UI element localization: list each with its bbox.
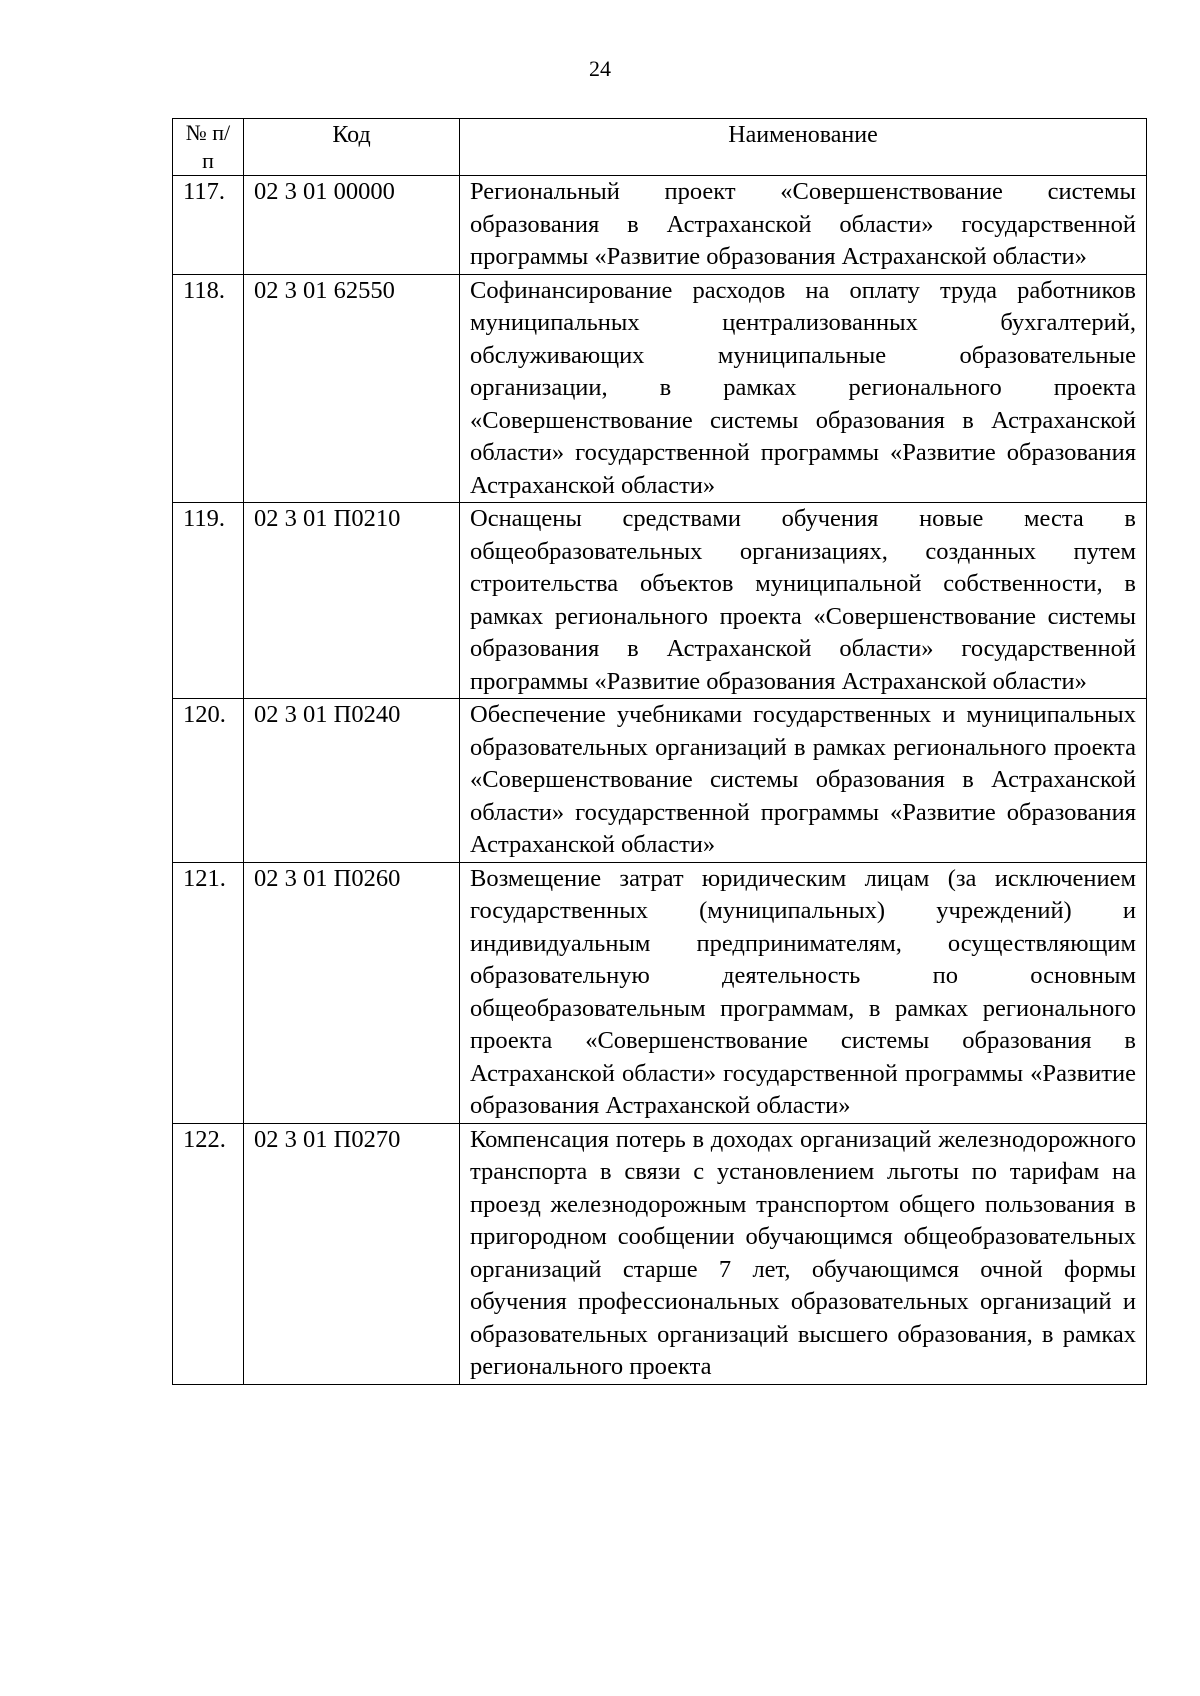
row-num: 117. bbox=[173, 176, 244, 275]
table-row bbox=[173, 503, 1147, 699]
row-code: 02 3 01 П0240 bbox=[244, 699, 460, 863]
table-header-row bbox=[173, 119, 1147, 176]
row-name: Оснащены средствами обучения новые места в общеобразовательных организациях, созданных путем строительства объектов муниципальной собственности, в рамках регионального проекта «Совершенствование системы образования в Астраханской области» государственной программы «Развитие образования Астраханской области» bbox=[460, 503, 1147, 699]
header-num: № п/п bbox=[173, 119, 244, 176]
row-name: Обеспечение учебниками государственных и муниципальных образовательных организаций в рамках регионального проекта «Совершенствование системы образования в Астраханской области» государственной программы «Развитие образования Астраханской области» bbox=[460, 699, 1147, 863]
row-code: 02 3 01 П0210 bbox=[244, 503, 460, 699]
table-row bbox=[173, 862, 1147, 1123]
row-name: Региональный проект «Совершенствование системы образования в Астраханской области» государственной программы «Развитие образования Астраханской области» bbox=[460, 176, 1147, 275]
row-num: 122. bbox=[173, 1123, 244, 1384]
row-name: Софинансирование расходов на оплату труда работников муниципальных централизованных бухгалтерий, обслуживающих муниципальные образовательные организации, в рамках регионального проекта «Совершенствование системы образования в Астраханской области» государственной программы «Развитие образования Астраханской области» bbox=[460, 274, 1147, 503]
row-code: 02 3 01 П0260 bbox=[244, 862, 460, 1123]
page-number: 24 bbox=[589, 56, 611, 81]
budget-code-table bbox=[172, 118, 1147, 1385]
row-num: 119. bbox=[173, 503, 244, 699]
table-row bbox=[173, 699, 1147, 863]
row-num: 121. bbox=[173, 862, 244, 1123]
row-code: 02 3 01 62550 bbox=[244, 274, 460, 503]
header-name: Наименование bbox=[460, 119, 1147, 176]
row-name: Возмещение затрат юридическим лицам (за исключением государственных (муниципальных) учреждений) и индивидуальным предпринимателям, осуществляющим образовательную деятельность по основным общеобразовательным программам, в рамках регионального проекта «Совершенствование системы образования в Астраханской области» государственной программы «Развитие образования Астраханской области» bbox=[460, 862, 1147, 1123]
row-num: 118. bbox=[173, 274, 244, 503]
table-row bbox=[173, 1123, 1147, 1384]
header-code: Код bbox=[244, 119, 460, 176]
row-num: 120. bbox=[173, 699, 244, 863]
row-name: Компенсация потерь в доходах организаций железнодорожного транспорта в связи с установлением льготы по тарифам на проезд железнодорожным транспортом общего пользования в пригородном сообщении обучающимся общеобразовательных организаций старше 7 лет, обучающимся очной формы обучения профессиональных образовательных организаций и образовательных организаций высшего образования, в рамках регионального проекта bbox=[460, 1123, 1147, 1384]
table-row bbox=[173, 176, 1147, 275]
row-code: 02 3 01 00000 bbox=[244, 176, 460, 275]
table-row bbox=[173, 274, 1147, 503]
row-code: 02 3 01 П0270 bbox=[244, 1123, 460, 1384]
